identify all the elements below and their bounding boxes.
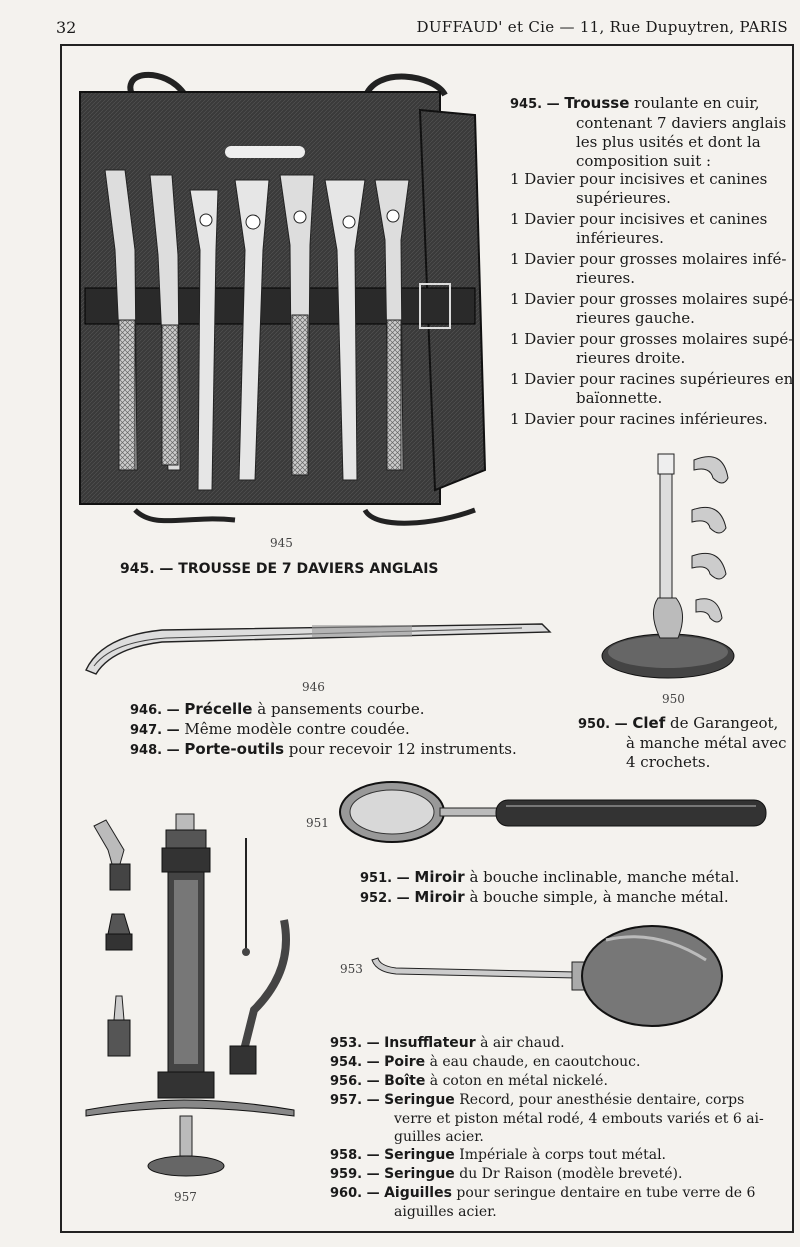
list-item: 1 Davier pour grosses molaires supé- <box>510 290 794 308</box>
item-text: 4 crochets. <box>626 753 711 771</box>
list-item: 1 Davier pour incisives et canines <box>510 210 768 228</box>
syringe-illustration <box>84 810 304 1190</box>
item-text: aiguilles acier. <box>394 1204 497 1220</box>
item-title: Seringue <box>384 1147 455 1163</box>
list-item: rieures droite. <box>576 349 686 367</box>
item-title: Aiguilles <box>384 1185 452 1201</box>
accessories-list <box>330 1034 770 1221</box>
figure-label-945: 945 <box>270 536 293 550</box>
item-text: à air chaud. <box>475 1035 565 1051</box>
figure-label-953: 953 <box>340 962 363 976</box>
list-item: supérieures. <box>576 189 671 207</box>
insufflator-illustration <box>366 920 726 1030</box>
item-text: à coton en métal nickelé. <box>425 1073 608 1089</box>
item-title: Boîte <box>384 1073 426 1089</box>
item-number: 952. — <box>360 891 410 906</box>
garangeot-key-illustration <box>598 448 748 688</box>
item-text: Même modèle contre coudée. <box>179 720 410 738</box>
item-number: 951. — <box>360 871 410 886</box>
item-text: pour seringue dentaire en tube verre de 6 <box>451 1185 756 1201</box>
list-item: baïonnette. <box>576 389 663 407</box>
figure-label-950: 950 <box>662 692 685 706</box>
item-title: Seringue <box>384 1092 455 1108</box>
page-number: 32 <box>56 18 77 37</box>
item-title: Trousse <box>564 94 630 112</box>
item-number: 956. — <box>330 1074 380 1089</box>
list-item: 1 Davier pour grosses molaires supé- <box>510 330 794 348</box>
running-header: DUFFAUD' et Cie — 11, Rue Dupuytren, PARIS <box>416 18 788 36</box>
mirror-illustration <box>336 776 776 848</box>
figure-label-946: 946 <box>302 680 325 694</box>
trousse-title: 945. — TROUSSE DE 7 DAVIERS ANGLAIS <box>120 561 439 577</box>
figure-label-951: 951 <box>306 816 329 830</box>
item-text: Impériale à corps tout métal. <box>454 1147 666 1163</box>
item-number: 950. — <box>578 717 628 732</box>
item-number: 954. — <box>330 1055 380 1070</box>
item-number: 960. — <box>330 1186 380 1201</box>
mirror-caption <box>360 868 739 908</box>
item-text: à eau chaude, en caoutchouc. <box>425 1054 641 1070</box>
precelle-illustration <box>82 606 558 678</box>
trousse-contents-list <box>510 170 794 431</box>
item-text: Record, pour anesthésie dentaire, corps <box>454 1092 745 1108</box>
item-text: composition suit : <box>576 152 712 170</box>
trousse-description <box>510 94 787 171</box>
item-title: Seringue <box>384 1166 455 1182</box>
item-text: à manche métal avec <box>626 734 787 752</box>
item-text: pour recevoir 12 instruments. <box>284 740 517 758</box>
item-number: 953. — <box>330 1036 380 1051</box>
item-number: 958. — <box>330 1148 380 1163</box>
item-number: 959. — <box>330 1167 380 1182</box>
item-text: guilles acier. <box>394 1129 484 1145</box>
item-title: Insufflateur <box>384 1035 476 1051</box>
item-number: 946. — <box>130 703 180 718</box>
item-number: 945. — <box>510 97 560 112</box>
precelle-caption <box>130 700 517 760</box>
item-title: Miroir <box>414 868 465 886</box>
item-number: 947. — <box>130 723 180 738</box>
garangeot-key-caption <box>578 714 788 772</box>
item-title: Miroir <box>414 888 465 906</box>
trousse-illustration <box>75 70 495 530</box>
item-title: Précelle <box>184 700 253 718</box>
item-title: Clef <box>632 714 666 732</box>
item-text: roulante en cuir, <box>629 94 760 112</box>
item-text: les plus usités et dont la <box>576 133 761 151</box>
item-text: de Garangeot, <box>665 714 779 732</box>
list-item: 1 Davier pour incisives et canines <box>510 170 768 188</box>
item-number: 948. — <box>130 743 180 758</box>
item-text: à bouche inclinable, manche métal. <box>464 868 740 886</box>
item-text: à bouche simple, à manche métal. <box>464 888 729 906</box>
item-text: verre et piston métal rodé, 4 embouts variés et 6 ai- <box>394 1111 764 1127</box>
list-item: 1 Davier pour grosses molaires infé- <box>510 250 787 268</box>
list-item: 1 Davier pour racines supérieures en <box>510 370 794 388</box>
figure-label-957: 957 <box>174 1190 197 1204</box>
list-item: rieures gauche. <box>576 309 695 327</box>
list-item: 1 Davier pour racines inférieures. <box>510 410 768 428</box>
item-title: Porte-outils <box>184 740 285 758</box>
item-title: Poire <box>384 1054 426 1070</box>
list-item: rieures. <box>576 269 636 287</box>
item-text: contenant 7 daviers anglais <box>576 114 787 132</box>
list-item: inférieures. <box>576 229 664 247</box>
item-text: du Dr Raison (modèle breveté). <box>454 1166 683 1182</box>
item-text: à pansements courbe. <box>252 700 425 718</box>
item-number: 957. — <box>330 1093 380 1108</box>
